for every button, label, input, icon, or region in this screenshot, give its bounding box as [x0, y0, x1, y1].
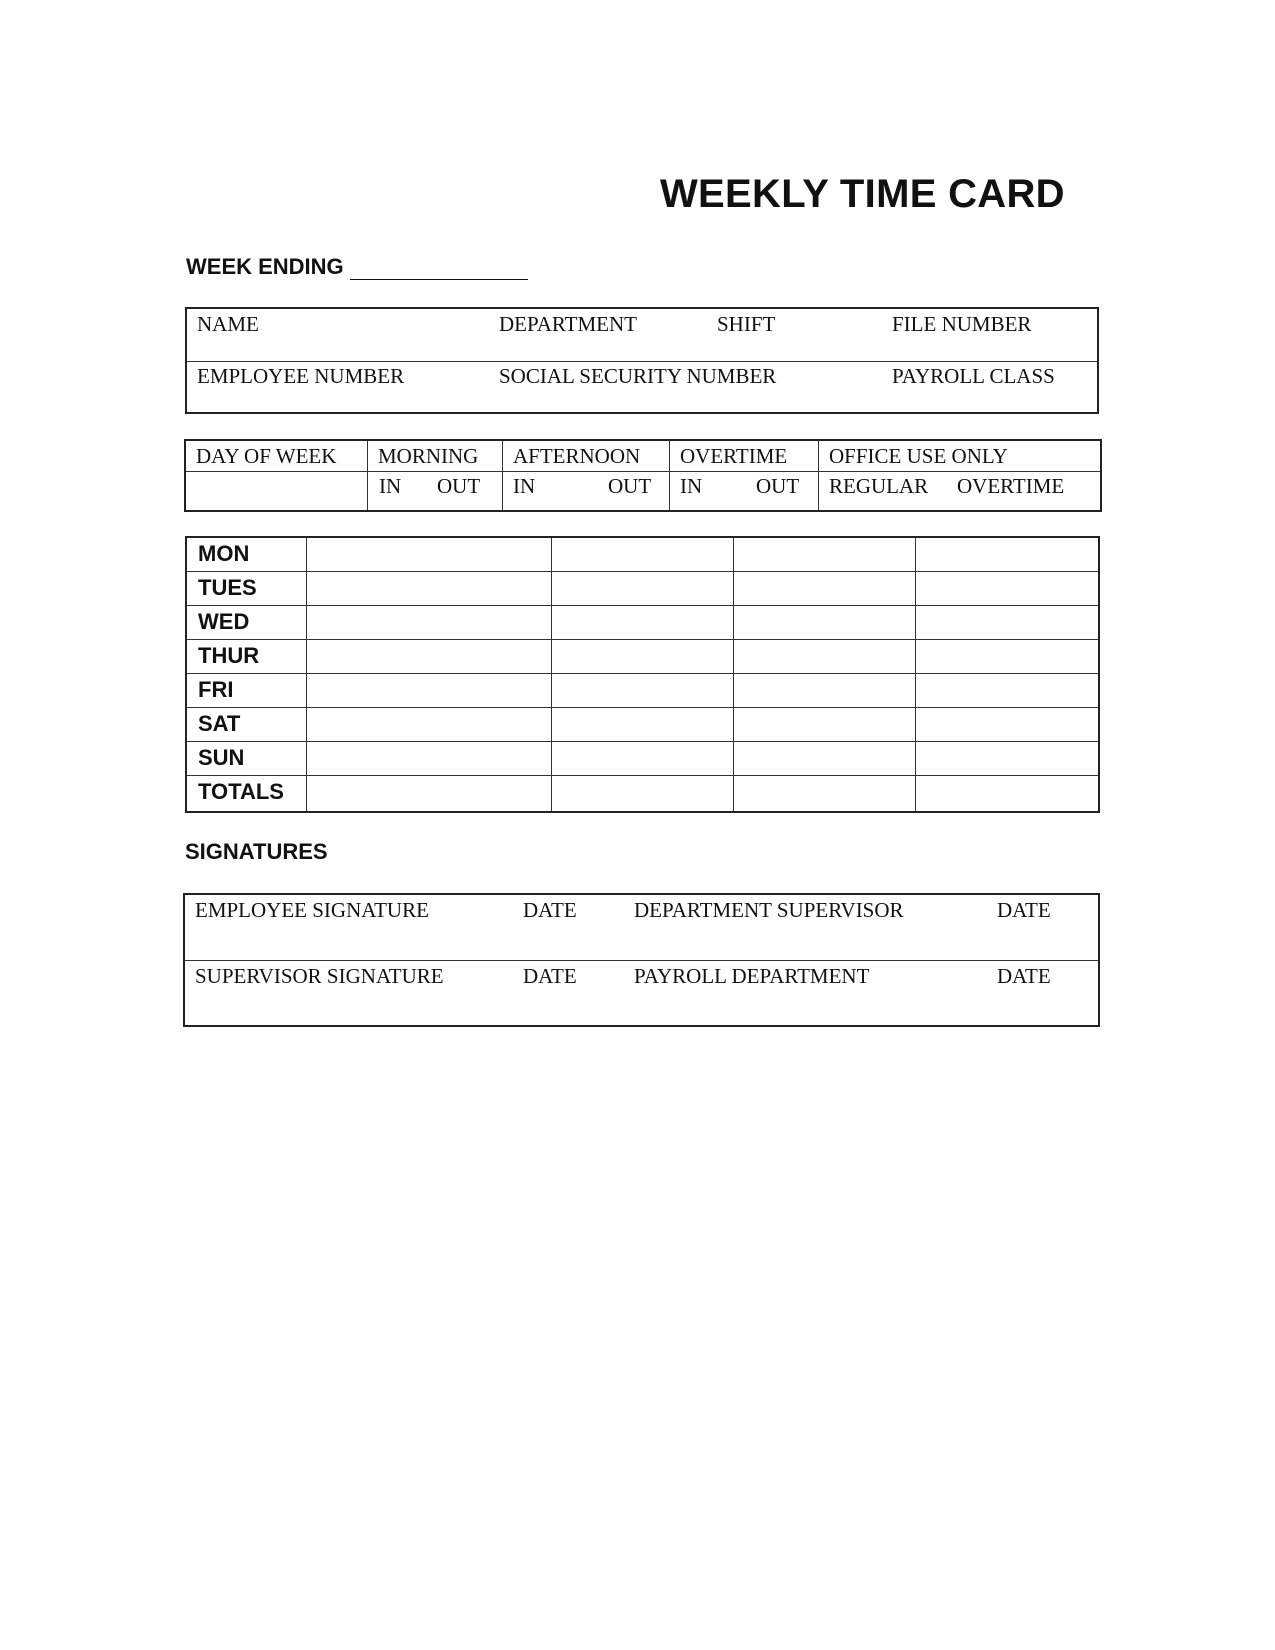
grid-row-divider — [187, 741, 1098, 742]
day-label-totals: TOTALS — [198, 779, 284, 804]
day-label-sun: SUN — [198, 745, 245, 770]
office-use-header: OFFICE USE ONLY — [829, 444, 1008, 468]
employee-date-label: DATE — [523, 898, 577, 922]
regular-header: REGULAR — [829, 474, 929, 498]
header-col-divider — [818, 441, 819, 510]
supervisor-signature-label: SUPERVISOR SIGNATURE — [195, 964, 444, 988]
grid-row-divider — [187, 605, 1098, 606]
header-col-divider — [669, 441, 670, 510]
signatures-heading: SIGNATURES — [185, 839, 328, 864]
department-supervisor-label: DEPARTMENT SUPERVISOR — [634, 898, 904, 922]
day-label-wed: WED — [198, 609, 250, 634]
grid-col-divider — [551, 538, 552, 811]
name-label: NAME — [197, 312, 259, 336]
grid-col-divider — [915, 538, 916, 811]
header-col-divider — [367, 441, 368, 510]
payroll-department-label: PAYROLL DEPARTMENT — [634, 964, 870, 988]
grid-row-divider — [187, 571, 1098, 572]
signature-row-divider — [185, 960, 1098, 961]
day-label-tues: TUES — [198, 575, 257, 600]
grid-row-divider — [187, 775, 1098, 776]
afternoon-out-header: OUT — [608, 474, 652, 498]
info-row-divider — [187, 361, 1097, 362]
payroll-date-label: DATE — [997, 964, 1051, 988]
hours-header-box — [184, 439, 1102, 512]
page-title: WEEKLY TIME CARD — [660, 172, 1065, 216]
afternoon-in-header: IN — [513, 474, 536, 498]
grid-col-divider — [733, 538, 734, 811]
employee-signature-label: EMPLOYEE SIGNATURE — [195, 898, 429, 922]
day-label-fri: FRI — [198, 677, 234, 702]
payroll-class-label: PAYROLL CLASS — [892, 364, 1055, 388]
daily-hours-table — [185, 536, 1100, 813]
day-label-sat: SAT — [198, 711, 241, 736]
grid-col-divider — [306, 538, 307, 811]
overtime-out-header: OUT — [756, 474, 800, 498]
morning-out-header: OUT — [437, 474, 481, 498]
signatures-box — [183, 893, 1100, 1027]
employee-info-box — [185, 307, 1099, 414]
grid-row-divider — [187, 673, 1098, 674]
file-number-label: FILE NUMBER — [892, 312, 1032, 336]
week-ending-field[interactable] — [350, 279, 528, 280]
overtime-header: OVERTIME — [680, 444, 788, 468]
week-ending-label: WEEK ENDING — [186, 254, 344, 279]
day-label-thur: THUR — [198, 643, 260, 668]
shift-label: SHIFT — [717, 312, 776, 336]
header-col-divider — [502, 441, 503, 510]
header-divider — [186, 471, 1100, 472]
employee-number-label: EMPLOYEE NUMBER — [197, 364, 405, 388]
afternoon-header: AFTERNOON — [513, 444, 641, 468]
ssn-label: SOCIAL SECURITY NUMBER — [499, 364, 777, 388]
grid-row-divider — [187, 639, 1098, 640]
supervisor-date-label: DATE — [523, 964, 577, 988]
office-overtime-header: OVERTIME — [957, 474, 1065, 498]
department-supervisor-date-label: DATE — [997, 898, 1051, 922]
grid-row-divider — [187, 707, 1098, 708]
morning-in-header: IN — [379, 474, 402, 498]
day-label-mon: MON — [198, 541, 250, 566]
day-of-week-header: DAY OF WEEK — [196, 444, 337, 468]
overtime-in-header: IN — [680, 474, 703, 498]
department-label: DEPARTMENT — [499, 312, 637, 336]
morning-header: MORNING — [378, 444, 479, 468]
